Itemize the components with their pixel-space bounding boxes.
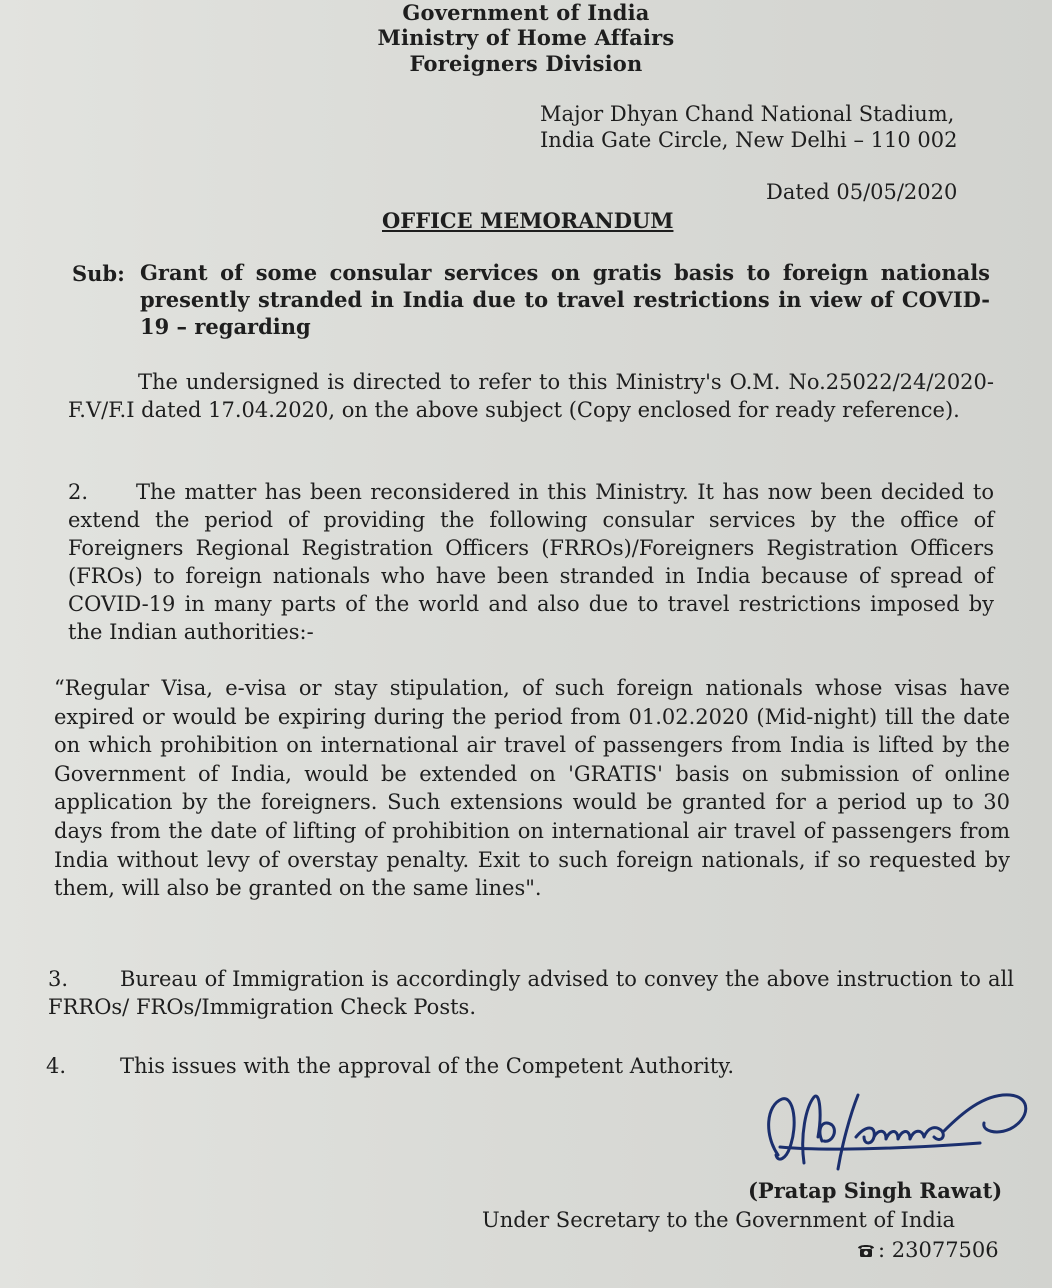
paragraph-4 bbox=[46, 1052, 946, 1080]
subject-text: Grant of some consular services on gratis basis to foreign nationals presently stranded in India due to travel restrictions in view of COVID-19 – regarding bbox=[140, 260, 990, 339]
header-government: Government of India bbox=[402, 0, 650, 25]
paragraph-3 bbox=[48, 965, 1014, 1021]
quoted-extension-text: “Regular Visa, e-visa or stay stipulation, of such foreign nationals whose visas have expired or would be expiring during the period from 01.02.2020 (Mid-night) till the date on which prohibition on international air travel of passengers from India is lifted by the Government of India, would be extended on 'GRATIS' basis on submission of online application by the foreigners. Such extensions would be granted for a period up to 30 days from the date of lifting of prohibition on international air travel of passengers from India without levy of overstay penalty. Exit to such foreign nationals, if so requested by them, will also be granted on the same lines". bbox=[54, 676, 1010, 901]
header-ministry: Ministry of Home Affairs bbox=[377, 25, 675, 50]
subject-label: Sub: bbox=[72, 261, 125, 286]
signatory-name: (Pratap Singh Rawat) bbox=[748, 1178, 1003, 1203]
paragraph-2-text: The matter has been reconsidered in this Ministry. It has now been decided to extend the period of providing the following consular services by the office of Foreigners Regional Registration Officers (FRROs)/Foreigners Registration Officers (FROs) to foreign nationals who have been stranded in India because of spread of COVID-19 in many parts of the world and also due to travel restrictions imposed by the Indian authorities:- bbox=[68, 480, 994, 644]
paragraph-1: The undersigned is directed to refer to this Ministry's O.M. No.25022/24/2020-F.V/F.I dated 17.04.2020, on the above subject (Copy enclosed for ready reference). bbox=[68, 370, 994, 422]
signatory-designation: Under Secretary to the Government of India bbox=[482, 1208, 956, 1232]
memo-date: Dated 05/05/2020 bbox=[766, 180, 958, 204]
paragraph-4-number: 4. bbox=[46, 1054, 67, 1078]
paragraph-3-number: 3. bbox=[48, 967, 69, 991]
handwritten-signature bbox=[760, 1085, 1040, 1175]
paragraph-2-number: 2. bbox=[68, 480, 89, 504]
address-line-2: India Gate Circle, New Delhi – 110 002 bbox=[540, 128, 958, 152]
paragraph-3-text: Bureau of Immigration is accordingly advised to convey the above instruction to all FRROs/ FROs/Immigration Check Posts. bbox=[48, 967, 1014, 1019]
paragraph-4-text: This issues with the approval of the Competent Authority. bbox=[120, 1054, 735, 1078]
signatory-phone bbox=[856, 1238, 999, 1262]
telephone-icon bbox=[856, 1242, 876, 1258]
header-division: Foreigners Division bbox=[409, 51, 643, 76]
address-line-1: Major Dhyan Chand National Stadium, bbox=[540, 102, 955, 126]
phone-number: : 23077506 bbox=[878, 1238, 999, 1262]
paragraph-2 bbox=[68, 478, 994, 646]
memo-title: OFFICE MEMORANDUM bbox=[382, 208, 674, 233]
